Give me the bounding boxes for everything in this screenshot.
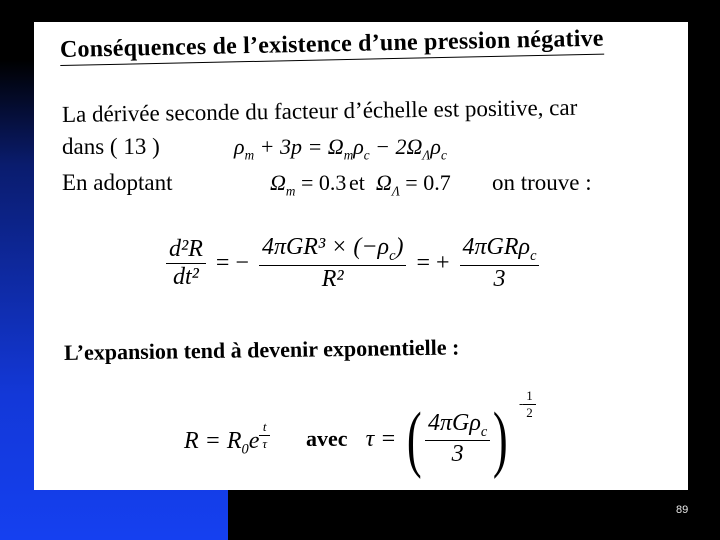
text-and: et $\Omega_\Lambda = 0.7$ [349,170,451,199]
equation-second-derivative: $\frac{\text{d²R}}{\text{dt²}}$ = − $\frac{4\pi GR^3 \times (-\rho_c)}{\text{R²}}$ = + $\frac{4\pi GR\rho_c}{3}$ [166,234,539,293]
equation-exponential: $R = R_0e$ $^{\frac{t}{\tau}}$ avec τ = ( $\frac{4\pi G\rho_c}{3}$ ) - $\frac{1}{2}$ [184,402,536,476]
formula-omega-m: $\Omega_m = 0.3$ [270,170,347,199]
text-line-3-prefix: En adoptant [62,170,173,195]
text-on-trouve: on trouve : [492,170,592,195]
page-number: 89 [676,504,689,516]
text-avec: avec [306,426,348,451]
section-subtitle: L’expansion tend à devenir exponentielle : [63,334,460,365]
formula-pressure: $\rho_m + 3p = \Omega_m\rho_c - 2\Omega_\Lambda\rho_c$ [234,134,447,163]
text-line-1: La dérivée seconde du facteur d’échelle est positive, car [61,94,578,127]
slide-title: Conséquences de l’existence d’une pression négative [60,25,604,66]
text-line-2-prefix: dans ( 13 ) [62,134,160,159]
exponent-minus-half: - $\frac{1}{2}$ [519,388,536,421]
slide-content [34,22,688,490]
